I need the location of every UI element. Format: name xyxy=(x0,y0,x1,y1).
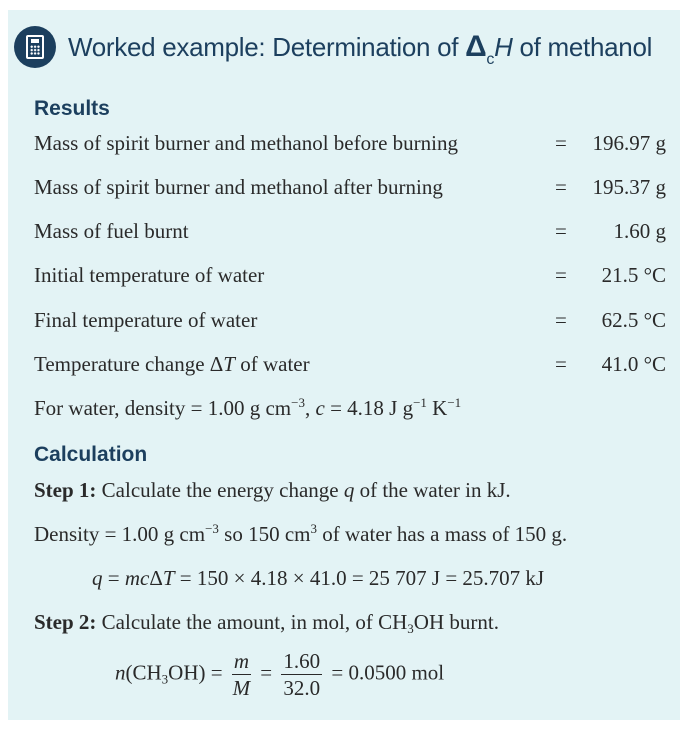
worked-example-header xyxy=(14,24,652,70)
moles-equation: $n(CH_3OH)$ = $\frac{m}{M}$ = $\frac{1.60}{32.0}$ = 0.0500 mol xyxy=(115,649,445,700)
m-over-M-fraction: $\frac{m}{M}$ xyxy=(232,649,251,700)
results-row: Initial temperature of water = 21.5 °C xyxy=(34,263,666,287)
results-row: Mass of fuel burnt = 1.60 g xyxy=(34,219,666,243)
energy-equation: q = mcΔT = 150 × 4.18 × 41.0 = 25 707 J = 25.707 kJ xyxy=(92,566,545,590)
numeric-fraction: $\frac{1.60}{32.0}$ xyxy=(283,649,321,700)
calculator-icon xyxy=(14,26,56,68)
results-heading: Results xyxy=(34,97,110,120)
page-title: Worked example: Determination of $\Delta_cH$ of methanol xyxy=(68,30,653,68)
results-row: Mass of spirit burner and methanol before burning = 196.97 g xyxy=(34,131,666,155)
density-line: Density = 1.00 g $cm^{-3}$ so 150 $cm^3$ of water has a mass of 150 g. xyxy=(34,521,568,546)
calculation-heading: Calculation xyxy=(34,443,148,466)
results-row: Final temperature of water = 62.5 °C xyxy=(34,308,666,332)
results-row: Mass of spirit burner and methanol after burning = 195.37 g xyxy=(34,175,666,199)
water-constants-note: For water, density = 1.00 g $cm^{-3}$, c = 4.18 J $g^{-1}$ $K^{-1}$ xyxy=(34,395,462,420)
results-row: Temperature change ΔT of water = 41.0 °C xyxy=(34,352,666,376)
step-2: Step 2: Calculate the amount, in mol, of $CH_3OH$ burnt. xyxy=(34,610,499,636)
step-1: Step 1: Calculate the energy change q of the water in kJ. xyxy=(34,478,511,502)
